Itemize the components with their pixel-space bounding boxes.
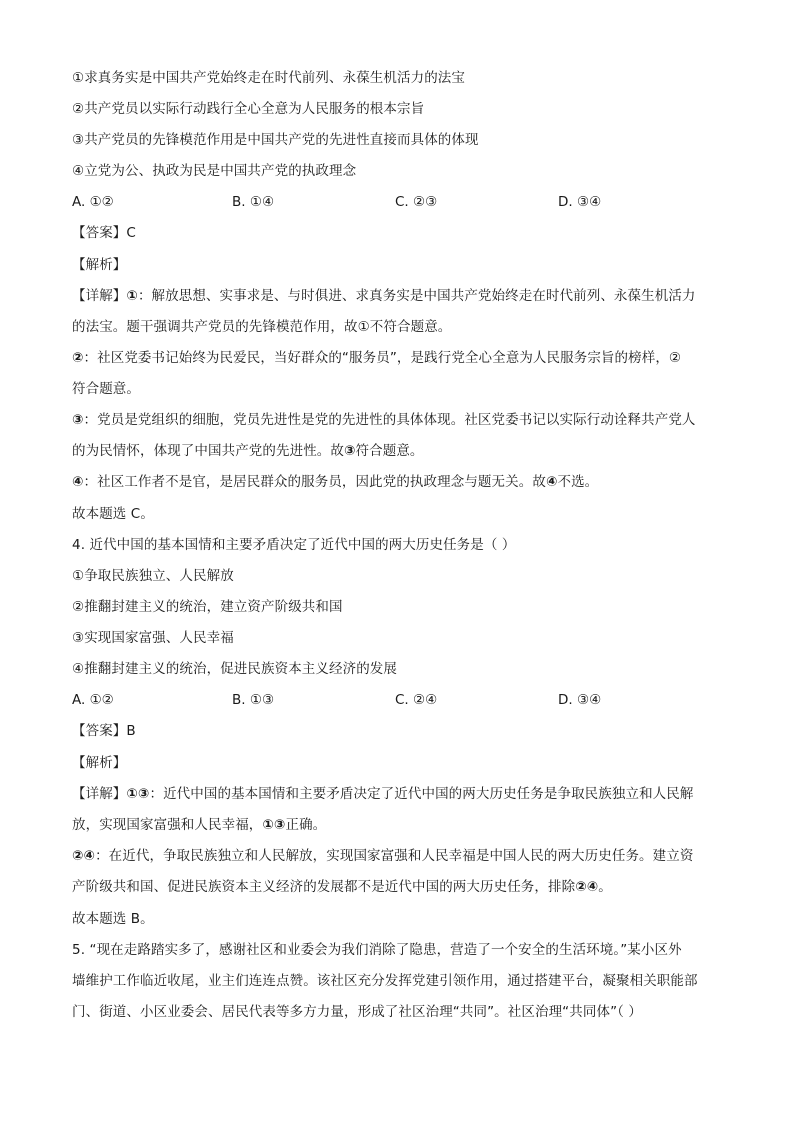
q3-detail-3-line-2 bbox=[72, 441, 732, 461]
q4-option-d: D. ③④ bbox=[558, 692, 602, 708]
q4-detail-1-text: ：近代中国的基本国情和主要矛盾决定了近代中国的两大历史任务是争取民族独立和人民解 bbox=[149, 786, 694, 802]
q4-item-3: ③实现国家富强、人民幸福 bbox=[72, 630, 234, 646]
q3-item-1: ①求真务实是中国共产党始终走在时代前列、永葆生机活力的法宝 bbox=[72, 70, 466, 86]
q3-analysis-label: 【解析】 bbox=[72, 257, 127, 273]
q3-detail-4-text-c: 不选。 bbox=[557, 474, 599, 490]
q4-conclusion: 故本题选 B。 bbox=[72, 911, 154, 927]
q4-stem: 4. 近代中国的基本国情和主要矛盾决定了近代中国的两大历史任务是（ ） bbox=[72, 537, 516, 553]
q3-option-c: C. ②③ bbox=[395, 194, 438, 210]
q4-detail-1-line-1 bbox=[72, 784, 732, 804]
q3-item-4: ④立党为公、执政为民是中国共产党的执政理念 bbox=[72, 163, 357, 179]
q3-detail-1-text: ：解放思想、实事求是、与时俱进、求真务实是中国共产党始终走在时代前列、永葆生机活力 bbox=[137, 288, 696, 304]
q3-detail-4-mark-2: ④ bbox=[545, 474, 558, 490]
q4-detail-2-mark-2: ②④ bbox=[575, 879, 599, 895]
q4-answer: 【答案】B bbox=[72, 723, 136, 739]
q4-detail-2-mark: ②④ bbox=[72, 848, 96, 864]
q3-detail-3-mark-2: ③ bbox=[344, 443, 356, 459]
q4-item-2: ②推翻封建主义的统治，建立资产阶级共和国 bbox=[72, 599, 343, 615]
q3-detail-1-mark: ① bbox=[126, 288, 138, 304]
q5-stem-line-3: 门、街道、小区业委会、居民代表等多方力量，形成了社区治理“共同”。社区治理“共同体”（ ） bbox=[72, 1004, 643, 1020]
q4-detail-2-line-1 bbox=[72, 846, 732, 866]
q4-detail-1-line-2 bbox=[72, 815, 732, 835]
q3-detail-2-line-2: 符合题意。 bbox=[72, 381, 140, 397]
q3-detail-1-line-2: 的法宝。题干强调共产党员的先锋模范作用，故①不符合题意。 bbox=[72, 319, 452, 335]
q3-detail-3-text-2a: 的为民情怀，体现了中国共产党的先进性。故 bbox=[72, 443, 344, 459]
q3-detail-3-line-1 bbox=[72, 410, 732, 430]
q4-detail-1-text-2a: 放，实现国家富强和人民幸福， bbox=[72, 817, 263, 833]
q3-item-3: ③共产党员的先锋模范作用是中国共产党的先进性直接而具体的体现 bbox=[72, 132, 479, 148]
q4-detail-1-mark-2: ①③ bbox=[262, 817, 286, 833]
q3-detail-2-mark: ② bbox=[72, 350, 84, 366]
q4-detail-2-text-2a: 产阶级共和国、促进民族资本主义经济的发展都不是近代中国的两大历史任务，排除 bbox=[72, 879, 576, 895]
q3-detail-3-mark: ③ bbox=[72, 412, 84, 428]
q4-detail-2-text-2c: 。 bbox=[598, 879, 612, 895]
q3-detail-4-text-a: ：社区工作者不是官，是居民群众的服务员，因此党的执政理念与题无关。故 bbox=[83, 474, 546, 490]
q4-options bbox=[72, 690, 732, 710]
q4-option-c: C. ②④ bbox=[395, 692, 438, 708]
q4-detail-2-line-2 bbox=[72, 877, 732, 897]
q3-item-2: ②共产党员以实际行动践行全心全意为人民服务的根本宗旨 bbox=[72, 101, 425, 117]
q4-item-1: ①争取民族独立、人民解放 bbox=[72, 568, 234, 584]
q3-detail-3-text: ：党员是党组织的细胞，党员先进性是党的先进性的具体体现。社区党委书记以实际行动诠释共产党人 bbox=[83, 412, 696, 428]
q3-detail-2-text: ：社区党委书记始终为民爱民，当好群众的“服务员”，是践行党全心全意为人民服务宗旨的榜样，② bbox=[83, 350, 682, 366]
q4-detail-2-text: ：在近代，争取民族独立和人民解放，实现国家富强和人民幸福是中国人民的两大历史任务。建立资 bbox=[95, 848, 694, 864]
q4-detail-1-text-2c: 正确。 bbox=[285, 817, 327, 833]
q4-item-4: ④推翻封建主义的统治，促进民族资本主义经济的发展 bbox=[72, 661, 398, 677]
q3-detail-4-mark: ④ bbox=[72, 474, 84, 490]
q3-conclusion: 故本题选 C。 bbox=[72, 506, 154, 522]
q3-option-b: B. ①④ bbox=[232, 194, 275, 210]
q3-detail-4-line-1 bbox=[72, 472, 732, 492]
q3-detail-2-line-1 bbox=[72, 348, 732, 368]
q4-option-b: B. ①③ bbox=[232, 692, 275, 708]
q3-detail-label: 【详解】 bbox=[72, 288, 127, 304]
q4-option-a: A. ①② bbox=[72, 692, 114, 708]
q4-detail-1-mark: ①③ bbox=[126, 786, 150, 802]
q4-detail-label: 【详解】 bbox=[72, 786, 127, 802]
q3-detail-3-text-2c: 符合题意。 bbox=[355, 443, 424, 459]
q3-answer: 【答案】C bbox=[72, 225, 136, 241]
q3-option-a: A. ①② bbox=[72, 194, 114, 210]
q3-detail-1-line-1 bbox=[72, 286, 732, 306]
q4-analysis-label: 【解析】 bbox=[72, 755, 127, 771]
q3-option-d: D. ③④ bbox=[558, 194, 602, 210]
q5-stem-line-1: 5. “现在走路踏实多了，感谢社区和业委会为我们消除了隐患，营造了一个安全的生活环境。”某小区外 bbox=[72, 942, 682, 958]
q3-options bbox=[72, 192, 732, 212]
q5-stem-line-2: 墙维护工作临近收尾，业主们连连点赞。该社区充分发挥党建引领作用，通过搭建平台，凝聚相关职能部 bbox=[72, 973, 698, 989]
